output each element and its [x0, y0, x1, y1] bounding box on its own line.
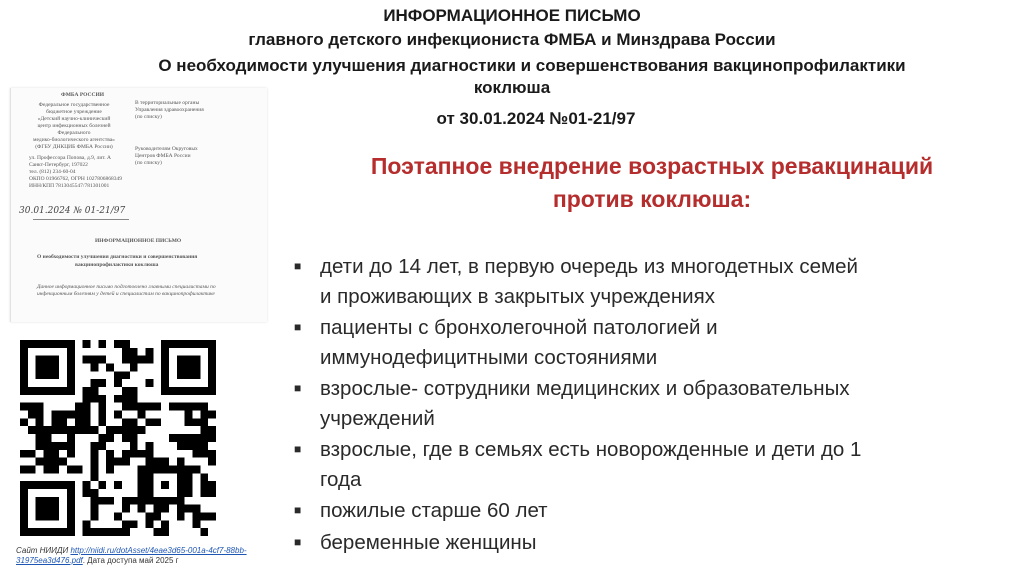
letter-address-4: ИНН/КПП 7813045547/781301001 [29, 183, 110, 189]
letter-address-3: ОКПО 01966762, ОГРН 1027806868349 [29, 176, 123, 182]
header-subject: О необходимости улучшения диагностики и совершенствования вакцинопрофилактики [158, 56, 906, 75]
bullet-square-icon: ■ [294, 381, 302, 395]
bullet-square-icon: ■ [294, 320, 302, 334]
list-item: ■ взрослые, где в семьях есть новорожденные и дети до 1 года [294, 435, 1014, 494]
letter-subject-0: О необходимости улучшения диагностики и совершенствования [37, 254, 198, 260]
letter-recipient1-1: Управления здравоохранения [135, 107, 204, 113]
letter-recipient1-0: В территориальные органы [135, 100, 200, 106]
section-title-line2: против коклюша: [552, 186, 752, 212]
list-item: ■ пациенты с бронхолегочной патологией и иммунодефицитными состояниями [294, 313, 1014, 372]
letter-recipient2-2: (по списку) [135, 160, 162, 166]
header-subject-cont: коклюша [473, 78, 551, 97]
letter-address-0: ул. Профессора Попова, д.9, лит. А [29, 155, 112, 161]
letter-left-4: Федерального [57, 130, 91, 136]
letter-left-3: центр инфекционных болезней [37, 123, 111, 129]
source-link[interactable]: http://niidi.ru/dotAsset/4eae3d65-001a-4cf7-88bb-31975ea3d476.pdf [16, 546, 247, 565]
letter-left-2: «Детский научно-клинический [37, 116, 111, 122]
header-title: ИНФОРМАЦИОННОЕ ПИСЬМО [383, 6, 641, 25]
bullet-square-icon: ■ [294, 534, 302, 549]
letter-address-1: Санкт-Петербург, 197022 [29, 162, 88, 168]
header-date-number: от 30.01.2024 №01-21/97 [436, 109, 636, 128]
caption-prefix: Сайт НИИДИ [16, 546, 71, 555]
qr-code-image [20, 340, 216, 536]
letter-left-5: медико-биологического агентства» [33, 137, 115, 143]
caption-suffix: . Дата доступа май 2025 г [82, 556, 179, 565]
letter-org: ФМБА РОССИИ [61, 92, 104, 98]
letter-recipient2-1: Центров ФМБА России [135, 153, 191, 159]
letter-body-0: Данное информационное письмо подготовлено главными специалистами по [37, 284, 216, 290]
letter-subject-1: вакцинопрофилактики коклюша [75, 262, 159, 268]
source-caption [16, 546, 278, 566]
bullet-square-icon: ■ [294, 442, 302, 456]
section-title-line1: Поэтапное внедрение возрастных ревакцинаций [370, 153, 934, 179]
letter-recipient1-2: (по списку) [135, 114, 162, 120]
list-item: ■ взрослые- сотрудники медицинских и образовательных учреждений [294, 374, 1014, 433]
letter-address-2: тел. (812) 234-60-04 [29, 169, 76, 175]
letter-body-1: инфекционным болезням у детей и специалистам по вакцинопрофилактике [37, 291, 215, 297]
section-title [296, 150, 1008, 216]
letter-doc-title: ИНФОРМАЦИОННОЕ ПИСЬМО [95, 238, 182, 244]
letter-scan-image [10, 88, 267, 322]
header-author: главного детского инфекциониста ФМБА и Минздрава России [248, 30, 776, 49]
list-item: ■ пожилые старше 60 лет [294, 496, 1014, 526]
bullet-square-icon: ■ [294, 503, 302, 517]
bullet-square-icon: ■ [294, 259, 302, 273]
letter-left-1: бюджетное учреждение [46, 109, 102, 115]
list-item: ■ дети до 14 лет, в первую очередь из многодетных семей и проживающих в закрытых учреждениях [294, 252, 1014, 311]
list-item: ■ беременные женщины [294, 528, 1014, 558]
letter-left-0: Федеральное государственное [38, 102, 110, 108]
handwriting-underline [33, 219, 129, 220]
letter-left-6: (ФГБУ ДНКЦИБ ФМБА России) [35, 144, 113, 150]
letter-recipient2-0: Руководителям Округовых [135, 146, 198, 152]
letter-handwritten-number: 30.01.2024 № 01-21/97 [19, 206, 126, 216]
revaccination-groups-list [294, 252, 1014, 559]
